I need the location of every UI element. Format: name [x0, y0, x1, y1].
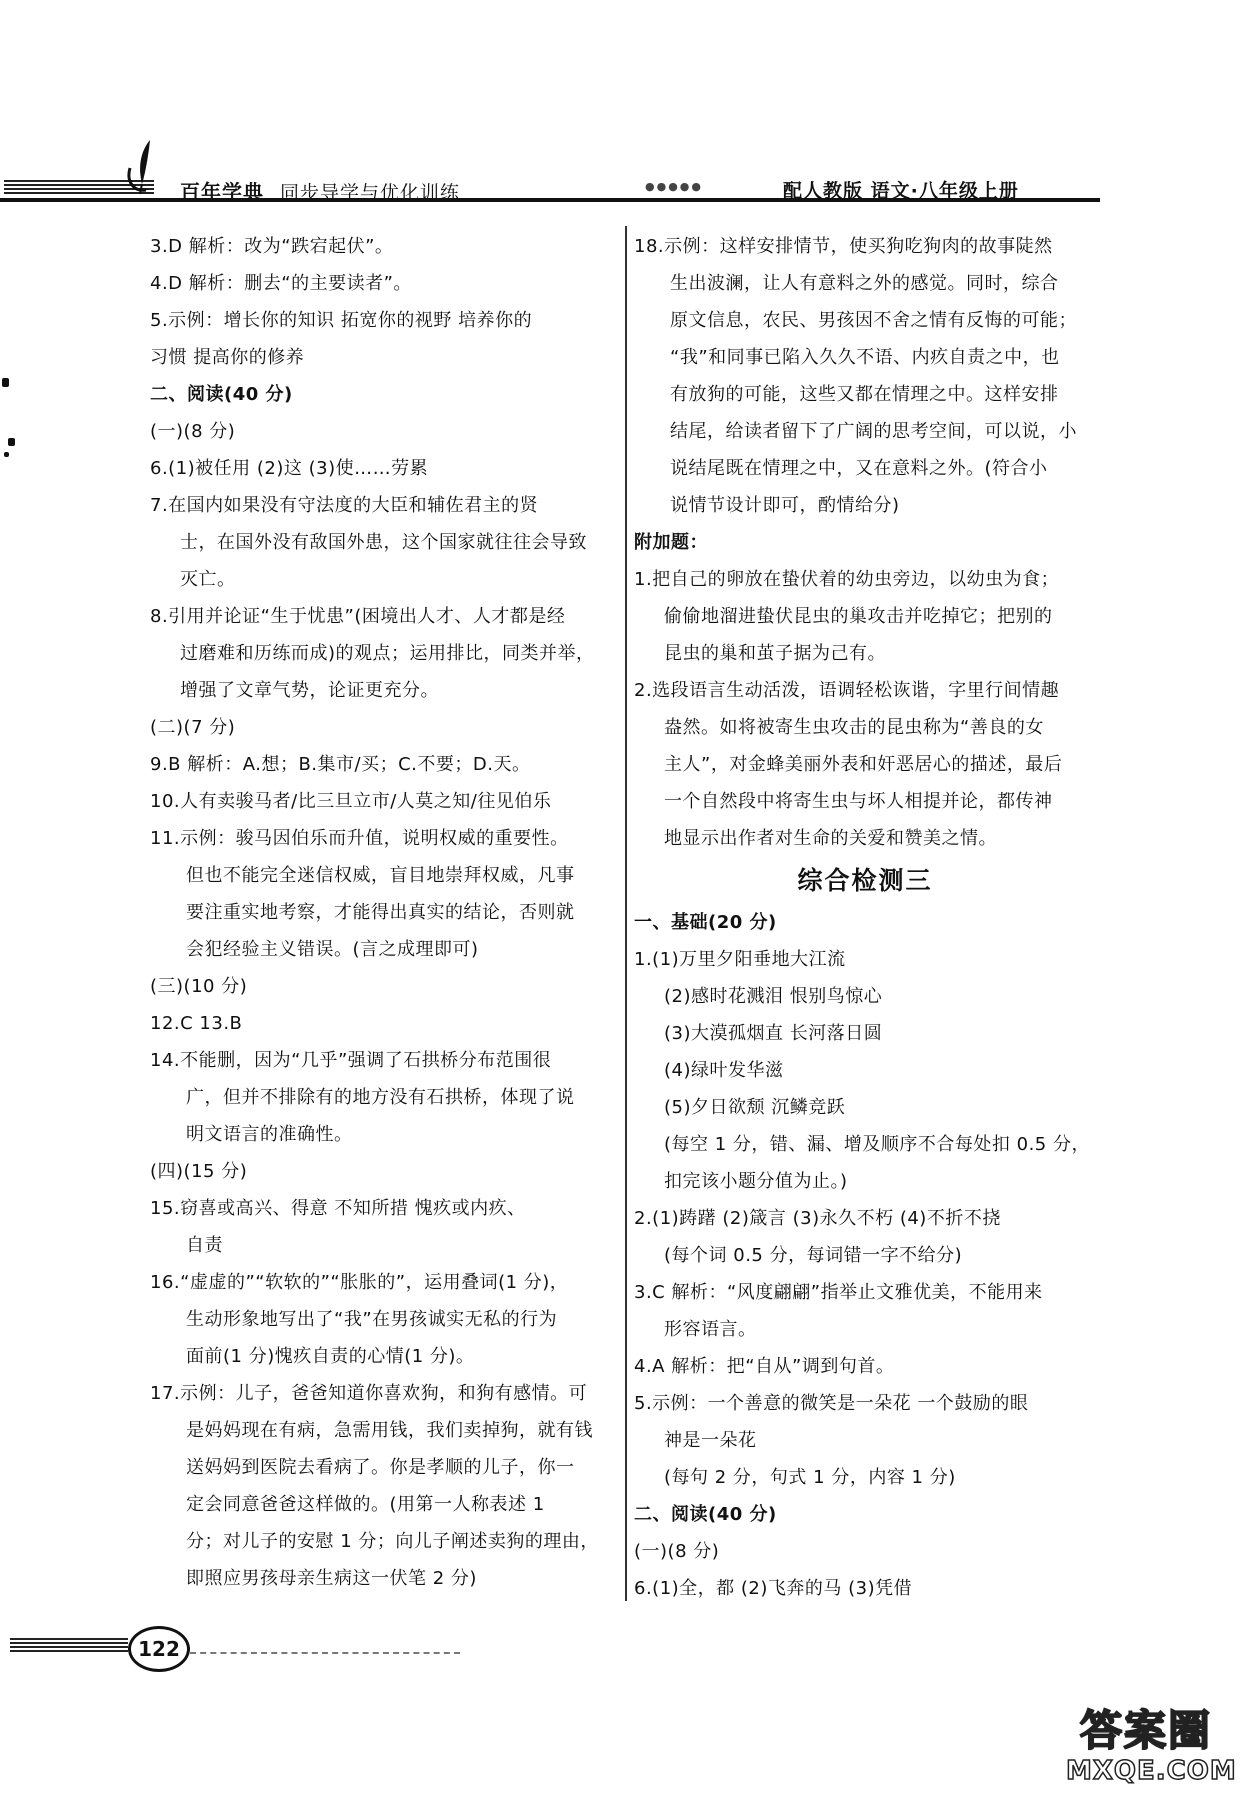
edition-label: 配人教版 语文·八年级上册: [783, 180, 1019, 202]
section-heading: 一、基础(20 分): [634, 912, 777, 933]
answer-line: 结尾，给读者留下了广阔的思考空间，可以说，小: [670, 421, 1077, 442]
answer-line: 增强了文章气势，论证更充分。: [180, 680, 439, 701]
answer-line: “我”和同事已陷入久久不语、内疚自责之中，也: [670, 347, 1060, 368]
answer-line: 扣完该小题分值为止。): [664, 1171, 848, 1192]
answer-line: 生动形象地写出了“我”在男孩诚实无私的行为: [186, 1309, 558, 1330]
answer-line: 面前(1 分)愧疚自责的心情(1 分)。: [186, 1346, 475, 1367]
answer-line: 1.把自己的卵放在蛰伏着的幼虫旁边，以幼虫为食；: [634, 569, 1060, 590]
answer-line: 5.示例：一个善意的微笑是一朵花 一个鼓励的眼: [634, 1393, 1029, 1414]
answer-line: 12.C 13.B: [150, 1013, 243, 1034]
answer-line: (5)夕日欲颓 沉鳞竞跃: [664, 1097, 846, 1118]
answer-line: 说结尾既在情理之中，又在意料之外。(符合小: [670, 458, 1048, 479]
answer-line: 广，但并不排除有的地方没有石拱桥，体现了说: [186, 1087, 575, 1108]
answer-line: (2)感时花溅泪 恨别鸟惊心: [664, 986, 883, 1007]
answer-line: 8.引用并论证“生于忧患”(困境出人才、人才都是经: [150, 606, 566, 627]
answer-line: 6.(1)全，都 (2)飞奔的马 (3)凭借: [634, 1578, 913, 1599]
answer-line: 5.示例：增长你的知识 拓宽你的视野 培养你的: [150, 310, 533, 331]
answer-line: 7.在国内如果没有守法度的大臣和辅佐君主的贤: [150, 495, 539, 516]
watermark-text: 答案圈: [1080, 1706, 1213, 1755]
section-heading: 二、阅读(40 分): [634, 1504, 777, 1525]
answer-line: 说情节设计即可，酌情给分): [670, 495, 900, 516]
answer-line: 灭亡。: [180, 569, 236, 590]
answer-line: (每空 1 分，错、漏、增及顺序不合每处扣 0.5 分，: [664, 1134, 1090, 1155]
answer-line: 4.A 解析：把“自从”调到句首。: [634, 1356, 895, 1377]
page-number: 122: [128, 1626, 190, 1672]
answer-line: 2.选段语言生动活泼，语调轻松诙谐，字里行间情趣: [634, 680, 1060, 701]
answer-line: (3)大漠孤烟直 长河落日圆: [664, 1023, 883, 1044]
answer-line: 11.示例：骏马因伯乐而升值，说明权威的重要性。: [150, 828, 569, 849]
answer-line: 明文语言的准确性。: [186, 1124, 353, 1145]
scan-mark: [8, 438, 15, 446]
answer-line: 即照应男孩母亲生病这一伏笔 2 分): [186, 1568, 477, 1589]
left-column: [150, 228, 625, 1597]
answer-line: 是妈妈现在有病，急需用钱，我们卖掉狗，就有钱: [186, 1420, 593, 1441]
answer-line: 形容语言。: [664, 1319, 757, 1340]
answer-line: 3.D 解析：改为“跌宕起伏”。: [150, 236, 394, 257]
section-title: 综合检测三: [797, 866, 933, 895]
answer-line: 2.(1)踌躇 (2)箴言 (3)永久不朽 (4)不折不挠: [634, 1208, 1001, 1229]
answer-line: 15.窃喜或高兴、得意 不知所措 愧疚或内疚、: [150, 1198, 526, 1219]
answer-line: 定会同意爸爸这样做的。(用第一人称表述 1: [186, 1494, 545, 1515]
answer-line: (一)(8 分): [150, 421, 236, 442]
answer-line: 送妈妈到医院去看病了。你是孝顺的儿子，你一: [186, 1457, 575, 1478]
answer-line: 神是一朵花: [664, 1430, 757, 1451]
right-column: [634, 228, 1096, 1607]
quill-icon: [120, 138, 168, 196]
brand-name: 百年学典: [180, 180, 264, 204]
answer-line: 自责: [186, 1235, 223, 1256]
answer-line: 主人”，对金蜂美丽外表和奸恶居心的描述，最后: [664, 754, 1063, 775]
answer-line: 原文信息，农民、男孩因不舍之情有反悔的可能；: [670, 310, 1077, 331]
scan-mark: [4, 452, 9, 457]
series-name: 同步导学与优化训练: [280, 182, 461, 204]
footer-stripes: [10, 1638, 128, 1652]
answer-line: (四)(15 分): [150, 1161, 248, 1182]
answer-line: 1.(1)万里夕阳垂地大江流: [634, 949, 846, 970]
answer-line: 6.(1)被任用 (2)这 (3)使……劳累: [150, 458, 429, 479]
answer-line: (4)绿叶发华滋: [664, 1060, 784, 1081]
answer-line: 有放狗的可能，这些又都在情理之中。这样安排: [670, 384, 1059, 405]
answer-line: 但也不能完全迷信权威，盲目地崇拜权威，凡事: [186, 865, 575, 886]
answer-line: 士，在国外没有敌国外患，这个国家就往往会导致: [180, 532, 587, 553]
answer-line: (二)(7 分): [150, 717, 236, 738]
answer-line: (三)(10 分): [150, 976, 248, 997]
answer-line: 9.B 解析：A.想；B.集市/买；C.不要；D.天。: [150, 754, 531, 775]
answer-line: 10.人有卖骏马者/比三旦立市/人莫之知/往见伯乐: [150, 791, 552, 812]
section-heading: 附加题：: [634, 532, 708, 553]
column-divider: [625, 226, 627, 1601]
answer-line: 18.示例：这样安排情节，使买狗吃狗肉的故事陡然: [634, 236, 1053, 257]
page-footer: [0, 1618, 460, 1678]
answer-line: 一个自然段中将寄生虫与坏人相提并论，都传神: [664, 791, 1053, 812]
page-header: [0, 150, 1100, 210]
answer-line: 分；对儿子的安慰 1 分；向儿子阐述卖狗的理由，: [186, 1531, 599, 1552]
answer-line: 3.C 解析：“风度翩翩”指举止文雅优美，不能用来: [634, 1282, 1043, 1303]
answer-line: (每句 2 分，句式 1 分，内容 1 分): [664, 1467, 956, 1488]
answer-line: (每个词 0.5 分，每词错一字不给分): [664, 1245, 963, 1266]
footer-dashed-rule: [190, 1652, 460, 1654]
answer-line: (一)(8 分): [634, 1541, 720, 1562]
header-title-group: [180, 176, 460, 205]
answer-line: 过磨难和历练而成)的观点；运用排比，同类并举，: [180, 643, 595, 664]
answer-line: 会犯经验主义错误。(言之成理即可): [186, 939, 479, 960]
answer-line: 地显示出作者对生命的关爱和赞美之情。: [664, 828, 997, 849]
answer-line: 偷偷地溜进蛰伏昆虫的巢攻击并吃掉它；把别的: [664, 606, 1053, 627]
watermark-logo: [1060, 1696, 1240, 1796]
answer-line: 习惯 提高你的修养: [150, 347, 305, 368]
answer-line: 14.不能删，因为“几乎”强调了石拱桥分布范围很: [150, 1050, 552, 1071]
answer-line: 16.“虚虚的”“软软的”“胀胀的”，运用叠词(1 分)，: [150, 1272, 569, 1293]
section-heading: 二、阅读(40 分): [150, 384, 293, 405]
answer-line: 要注重实地考察，才能得出真实的结论，否则就: [186, 902, 575, 923]
watermark-url: MXQE.COM: [1066, 1756, 1237, 1786]
answer-line: 昆虫的巢和茧子据为己有。: [664, 643, 886, 664]
header-dots: ●●●●●: [645, 180, 703, 193]
answer-line: 4.D 解析：删去“的主要读者”。: [150, 273, 412, 294]
answer-line: 盎然。如将被寄生虫攻击的昆虫称为“善良的女: [664, 717, 1044, 738]
answer-line: 生出波澜，让人有意料之外的感觉。同时，综合: [670, 273, 1059, 294]
answer-line: 17.示例：儿子，爸爸知道你喜欢狗，和狗有感情。可: [150, 1383, 588, 1404]
scan-mark: [2, 378, 9, 387]
